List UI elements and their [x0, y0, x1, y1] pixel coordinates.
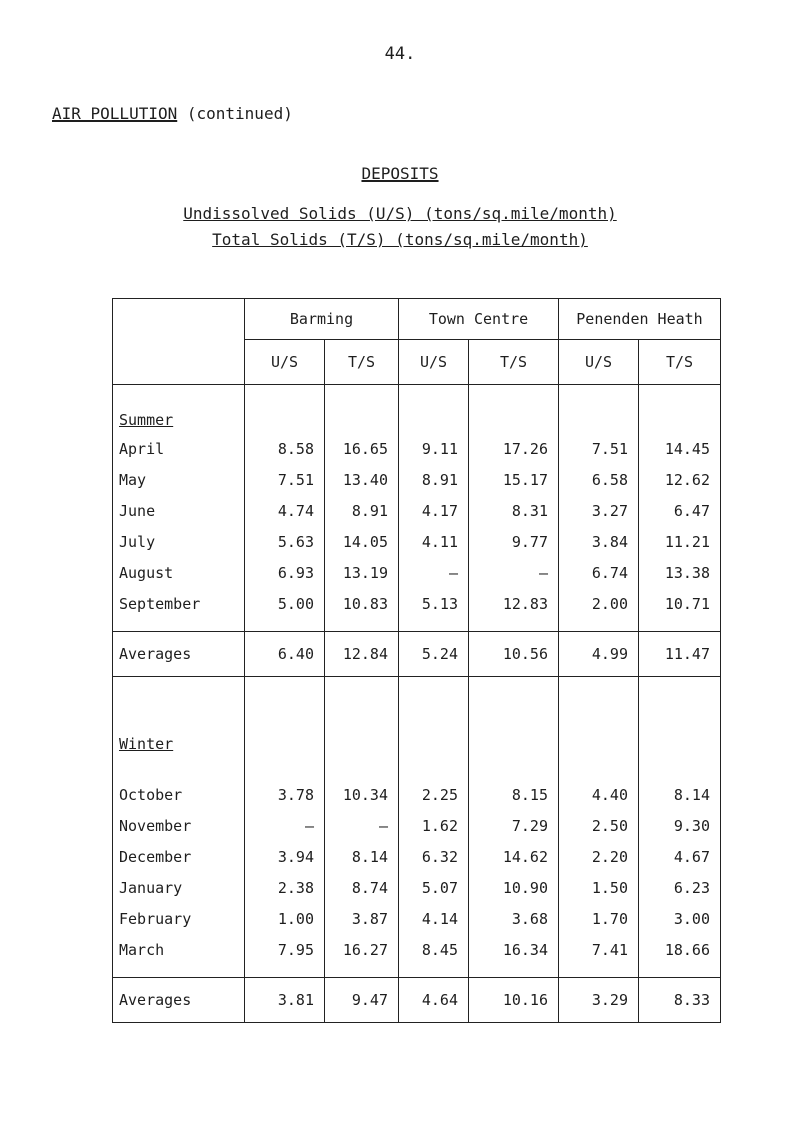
empty-cell — [325, 619, 399, 632]
season-row — [113, 691, 721, 757]
empty-cell — [469, 965, 559, 978]
value-cell: 2.50 — [559, 810, 639, 841]
value-cell: 1.50 — [559, 872, 639, 903]
month-label: November — [113, 810, 245, 841]
empty-cell — [559, 757, 639, 779]
value-cell: 7.41 — [559, 934, 639, 965]
empty-cell — [469, 385, 559, 434]
value-cell: 5.63 — [245, 526, 325, 557]
empty-cell — [245, 619, 325, 632]
value-cell: 13.38 — [639, 557, 721, 588]
empty-cell — [399, 757, 469, 779]
empty-cell — [639, 677, 721, 692]
table-row — [113, 495, 721, 526]
value-cell: 4.11 — [399, 526, 469, 557]
value-cell: 1.00 — [245, 903, 325, 934]
value-cell: 10.71 — [639, 588, 721, 619]
average-cell: 3.29 — [559, 978, 639, 1023]
location-header: Town Centre — [399, 299, 559, 340]
month-label: March — [113, 934, 245, 965]
table-row — [113, 526, 721, 557]
empty-cell — [245, 757, 325, 779]
value-cell: 9.11 — [399, 433, 469, 464]
value-cell: 6.58 — [559, 464, 639, 495]
value-cell: 13.40 — [325, 464, 399, 495]
value-cell: 8.58 — [245, 433, 325, 464]
month-label: October — [113, 779, 245, 810]
table-row — [113, 810, 721, 841]
value-cell: 10.34 — [325, 779, 399, 810]
averages-label: Averages — [113, 978, 245, 1023]
value-cell: 3.94 — [245, 841, 325, 872]
spacer-row — [113, 677, 721, 692]
averages-label: Averages — [113, 632, 245, 677]
empty-cell — [639, 691, 721, 757]
empty-cell — [639, 619, 721, 632]
value-cell: 4.40 — [559, 779, 639, 810]
header-row — [113, 299, 721, 340]
value-cell: 16.34 — [469, 934, 559, 965]
measure-header: U/S — [245, 340, 325, 385]
value-cell: 4.67 — [639, 841, 721, 872]
value-cell: 1.62 — [399, 810, 469, 841]
value-cell: 12.83 — [469, 588, 559, 619]
heading-title: AIR POLLUTION — [52, 104, 178, 123]
value-cell: 7.51 — [245, 464, 325, 495]
empty-cell — [325, 965, 399, 978]
value-cell: 6.74 — [559, 557, 639, 588]
measure-header: T/S — [639, 340, 721, 385]
location-header: Penenden Heath — [559, 299, 721, 340]
definition-undissolved: Undissolved Solids (U/S) (tons/sq.mile/month) — [183, 204, 617, 223]
value-cell: 8.15 — [469, 779, 559, 810]
season-name: Winter — [119, 735, 174, 753]
average-cell: 4.64 — [399, 978, 469, 1023]
value-cell: 9.30 — [639, 810, 721, 841]
season-label — [113, 385, 245, 434]
empty-cell — [113, 757, 245, 779]
table-row — [113, 464, 721, 495]
empty-cell — [639, 385, 721, 434]
average-cell: 11.47 — [639, 632, 721, 677]
value-cell: 8.14 — [639, 779, 721, 810]
heading-suffix: (continued) — [186, 104, 293, 123]
average-cell: 6.40 — [245, 632, 325, 677]
empty-cell — [245, 965, 325, 978]
value-cell: 13.19 — [325, 557, 399, 588]
table-row — [113, 903, 721, 934]
value-cell: 14.45 — [639, 433, 721, 464]
empty-cell — [639, 757, 721, 779]
value-cell: 8.14 — [325, 841, 399, 872]
value-cell: 18.66 — [639, 934, 721, 965]
empty-cell — [639, 965, 721, 978]
value-cell: 8.91 — [399, 464, 469, 495]
spacer-row — [113, 965, 721, 978]
average-cell: 10.56 — [469, 632, 559, 677]
value-cell: – — [245, 810, 325, 841]
empty-cell — [399, 677, 469, 692]
table-row — [113, 588, 721, 619]
spacer-row — [113, 757, 721, 779]
value-cell: 3.87 — [325, 903, 399, 934]
value-cell: 11.21 — [639, 526, 721, 557]
month-label: September — [113, 588, 245, 619]
empty-cell — [559, 385, 639, 434]
value-cell: 8.91 — [325, 495, 399, 526]
value-cell: 3.84 — [559, 526, 639, 557]
value-cell: 4.14 — [399, 903, 469, 934]
empty-cell — [399, 691, 469, 757]
empty-cell — [559, 965, 639, 978]
average-cell: 5.24 — [399, 632, 469, 677]
empty-cell — [245, 385, 325, 434]
corner-cell — [113, 299, 245, 385]
month-label: January — [113, 872, 245, 903]
value-cell: – — [399, 557, 469, 588]
value-cell: 7.29 — [469, 810, 559, 841]
value-cell: 6.32 — [399, 841, 469, 872]
spacer-row — [113, 619, 721, 632]
value-cell: 17.26 — [469, 433, 559, 464]
value-cell: 4.74 — [245, 495, 325, 526]
table-row — [113, 433, 721, 464]
empty-cell — [325, 757, 399, 779]
measure-header: T/S — [325, 340, 399, 385]
empty-cell — [325, 677, 399, 692]
month-label: August — [113, 557, 245, 588]
value-cell: 6.93 — [245, 557, 325, 588]
month-label: April — [113, 433, 245, 464]
table-row — [113, 934, 721, 965]
value-cell: 8.74 — [325, 872, 399, 903]
table-row — [113, 872, 721, 903]
month-label: February — [113, 903, 245, 934]
empty-cell — [113, 619, 245, 632]
month-label: July — [113, 526, 245, 557]
average-cell: 10.16 — [469, 978, 559, 1023]
value-cell: 1.70 — [559, 903, 639, 934]
average-cell: 12.84 — [325, 632, 399, 677]
measure-header: U/S — [559, 340, 639, 385]
season-row — [113, 385, 721, 434]
value-cell: 5.00 — [245, 588, 325, 619]
value-cell: 10.83 — [325, 588, 399, 619]
value-cell: 3.78 — [245, 779, 325, 810]
value-cell: 12.62 — [639, 464, 721, 495]
value-cell: 2.20 — [559, 841, 639, 872]
table-row — [113, 841, 721, 872]
empty-cell — [325, 691, 399, 757]
value-cell: 15.17 — [469, 464, 559, 495]
empty-cell — [559, 619, 639, 632]
definition-total: Total Solids (T/S) (tons/sq.mile/month) — [212, 230, 588, 249]
value-cell: 3.68 — [469, 903, 559, 934]
value-cell: 16.27 — [325, 934, 399, 965]
value-cell: 9.77 — [469, 526, 559, 557]
season-name: Summer — [119, 411, 174, 429]
value-cell: – — [325, 810, 399, 841]
empty-cell — [559, 677, 639, 692]
page-heading — [52, 104, 293, 123]
page-number: 44. — [384, 44, 416, 64]
measure-header: U/S — [399, 340, 469, 385]
value-cell: 6.47 — [639, 495, 721, 526]
value-cell: 5.13 — [399, 588, 469, 619]
value-cell: 14.05 — [325, 526, 399, 557]
empty-cell — [399, 965, 469, 978]
empty-cell — [113, 677, 245, 692]
value-cell: 3.27 — [559, 495, 639, 526]
average-cell: 8.33 — [639, 978, 721, 1023]
empty-cell — [113, 965, 245, 978]
month-label: December — [113, 841, 245, 872]
empty-cell — [559, 691, 639, 757]
average-cell: 9.47 — [325, 978, 399, 1023]
value-cell: 2.38 — [245, 872, 325, 903]
month-label: June — [113, 495, 245, 526]
empty-cell — [399, 385, 469, 434]
value-cell: 8.31 — [469, 495, 559, 526]
value-cell: 7.51 — [559, 433, 639, 464]
average-cell: 4.99 — [559, 632, 639, 677]
section-title: DEPOSITS — [361, 164, 439, 183]
average-cell: 3.81 — [245, 978, 325, 1023]
averages-row — [113, 632, 721, 677]
averages-row — [113, 978, 721, 1023]
value-cell: 14.62 — [469, 841, 559, 872]
value-cell: 5.07 — [399, 872, 469, 903]
value-cell: 2.00 — [559, 588, 639, 619]
empty-cell — [245, 691, 325, 757]
value-cell: 10.90 — [469, 872, 559, 903]
empty-cell — [469, 677, 559, 692]
empty-cell — [469, 691, 559, 757]
location-header: Barming — [245, 299, 399, 340]
measure-header: T/S — [469, 340, 559, 385]
empty-cell — [325, 385, 399, 434]
table-row — [113, 779, 721, 810]
value-cell: 8.45 — [399, 934, 469, 965]
empty-cell — [245, 677, 325, 692]
season-label — [113, 691, 245, 757]
month-label: May — [113, 464, 245, 495]
deposits-table — [112, 298, 721, 1023]
value-cell: 16.65 — [325, 433, 399, 464]
value-cell: 7.95 — [245, 934, 325, 965]
value-cell: 4.17 — [399, 495, 469, 526]
value-cell: 3.00 — [639, 903, 721, 934]
empty-cell — [469, 619, 559, 632]
table-row — [113, 557, 721, 588]
value-cell: 2.25 — [399, 779, 469, 810]
value-cell: 6.23 — [639, 872, 721, 903]
empty-cell — [469, 757, 559, 779]
empty-cell — [399, 619, 469, 632]
value-cell: – — [469, 557, 559, 588]
